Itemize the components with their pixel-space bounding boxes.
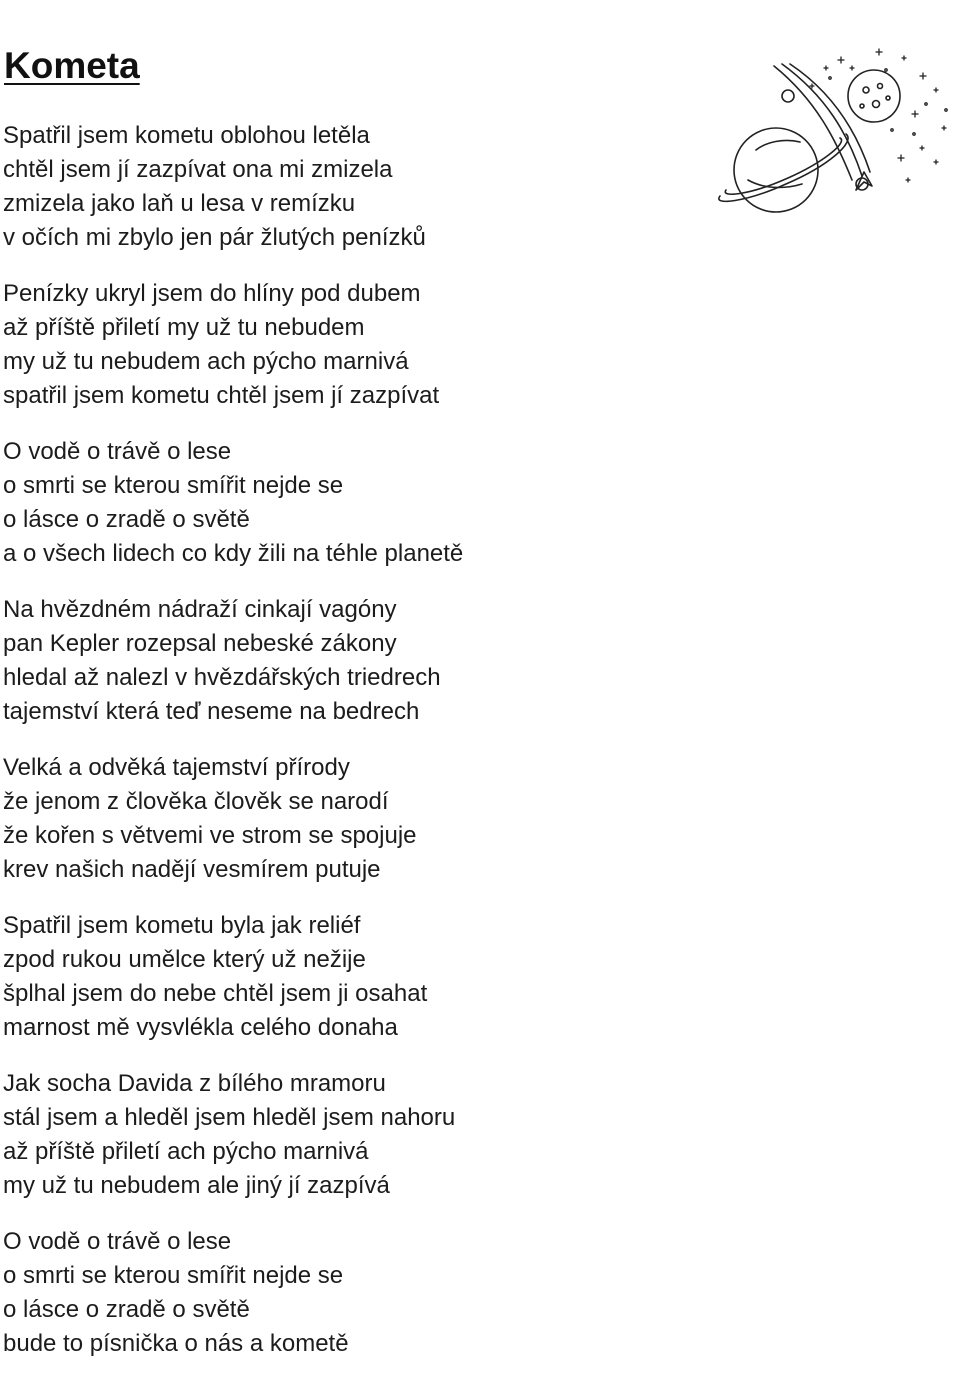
small-planet-icon <box>782 90 794 102</box>
poem-line: krev našich nadějí vesmírem putuje <box>3 856 381 883</box>
poem-line: o smrti se kterou smířit nejde se <box>3 472 344 499</box>
poem-line: my už tu nebudem ach pýcho marnivá <box>3 348 409 375</box>
poem-line: O vodě o trávě o lese <box>3 1228 232 1255</box>
poem-line: my už tu nebudem ale jiný jí zazpívá <box>3 1172 390 1199</box>
poem-line: v očích mi zbylo jen pár žlutých penízků <box>3 224 426 251</box>
poem-line: že kořen s větvemi ve strom se spojuje <box>3 822 417 849</box>
poem-line: pan Kepler rozepsal nebeské zákony <box>3 630 397 657</box>
poem-line: Na hvězdném nádraží cinkají vagóny <box>3 596 397 623</box>
poem-line: spatřil jsem kometu chtěl jsem jí zazpívat <box>3 382 440 409</box>
poem-line: zpod rukou umělce který už nežije <box>3 946 366 973</box>
space-comet-planets-icon <box>706 30 960 225</box>
stanza-3 <box>3 435 703 571</box>
poem-line: a o všech lidech co kdy žili na téhle planetě <box>3 540 464 567</box>
poem-line: Penízky ukryl jsem do hlíny pod dubem <box>3 280 421 307</box>
poem-line: Velká a odvěká tajemství přírody <box>3 754 350 781</box>
poem-line: šplhal jsem do nebe chtěl jsem ji osahat <box>3 980 428 1007</box>
page-title: Kometa <box>4 45 140 86</box>
comet-icon <box>774 64 872 190</box>
poem-line: O vodě o trávě o lese <box>3 438 232 465</box>
poem-line: hledal až nalezl v hvězdářských triedrech <box>3 664 441 691</box>
stanza-4 <box>3 593 703 729</box>
poem-line: že jenom z člověka člověk se narodí <box>3 788 389 815</box>
poem-line: až příště přiletí my už tu nebudem <box>3 314 365 341</box>
ringed-planet-icon <box>719 128 848 212</box>
poem-line: zmizela jako laň u lesa v remízku <box>3 190 356 217</box>
poem-line: o lásce o zradě o světě <box>3 1296 250 1323</box>
stars-icon <box>810 49 947 182</box>
poem-line: chtěl jsem jí zazpívat ona mi zmizela <box>3 156 393 183</box>
poem-line: marnost mě vysvlékla celého donaha <box>3 1014 398 1041</box>
moon-icon <box>848 70 900 122</box>
stanza-6 <box>3 909 703 1045</box>
stanza-1 <box>3 119 703 255</box>
stanza-2 <box>3 277 703 413</box>
poem-line: o smrti se kterou smířit nejde se <box>3 1262 344 1289</box>
stanza-7 <box>3 1067 703 1203</box>
poem-text <box>3 119 703 1383</box>
poem-line: tajemství která teď neseme na bedrech <box>3 698 420 725</box>
poem-line: Spatřil jsem kometu byla jak reliéf <box>3 912 361 939</box>
poem-line: Jak socha Davida z bílého mramoru <box>3 1070 386 1097</box>
poem-line: stál jsem a hleděl jsem hleděl jsem nahoru <box>3 1104 456 1131</box>
poem-line: bude to písnička o nás a kometě <box>3 1330 349 1357</box>
poem-line: až příště přiletí ach pýcho marnivá <box>3 1138 369 1165</box>
stanza-8 <box>3 1225 703 1361</box>
stanza-5 <box>3 751 703 887</box>
poem-line: o lásce o zradě o světě <box>3 506 250 533</box>
poem-line: Spatřil jsem kometu oblohou letěla <box>3 122 370 149</box>
